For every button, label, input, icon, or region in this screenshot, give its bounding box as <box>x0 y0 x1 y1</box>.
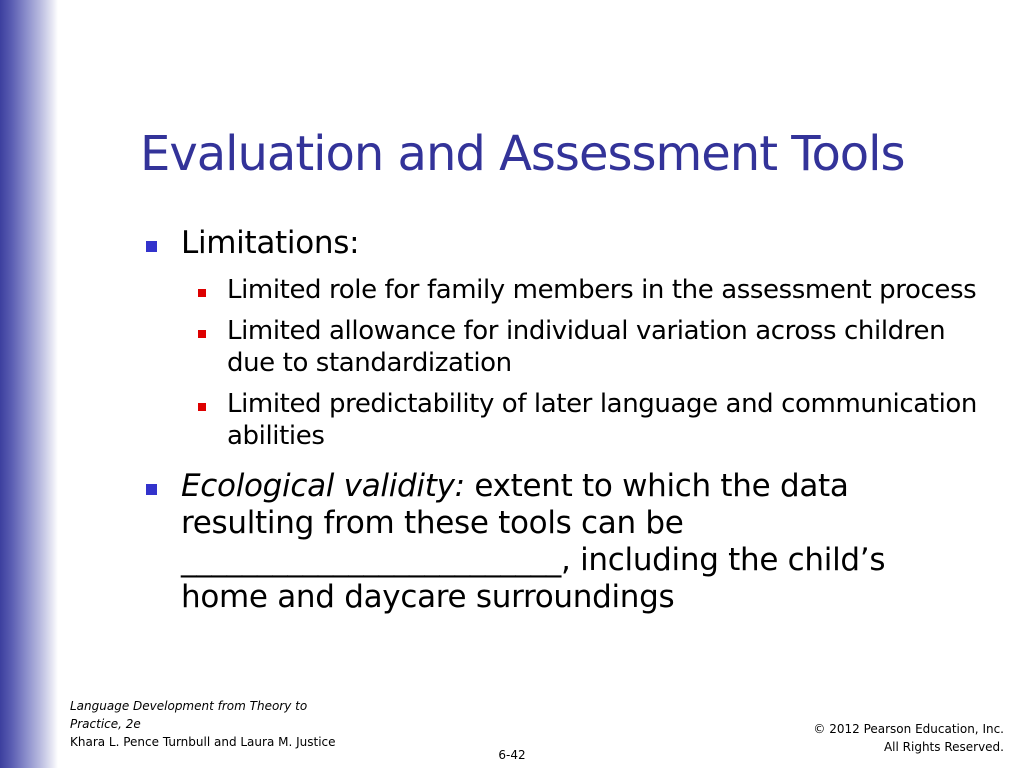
copyright-text: © 2012 Pearson Education, Inc. <box>813 722 1004 736</box>
sub-bullet <box>140 315 1000 379</box>
sub-bullet-text: Limited allowance for individual variation across children due to standardization <box>227 316 946 378</box>
sub-bullet <box>140 274 1000 306</box>
limitations-sublist <box>140 274 1000 452</box>
bullet-limitations <box>140 225 1000 262</box>
page-number: 6-42 <box>498 748 526 762</box>
bullet-ecological-validity <box>140 468 1000 616</box>
term-ecological-validity: Ecological validity: <box>181 468 465 504</box>
left-gradient-bar <box>0 0 58 768</box>
slide-title: Evaluation and Assessment Tools <box>140 126 905 182</box>
slide-content <box>140 225 1000 620</box>
footer-book-info <box>70 697 370 751</box>
book-title-line1: Language Development from Theory to <box>70 699 308 713</box>
ecological-definition: extent to which the data resulting from these tools can be _________________________, including the child’s home and daycare surroundings <box>181 468 886 615</box>
square-bullet-icon <box>146 484 157 495</box>
bullet-text: Limitations: <box>181 225 360 261</box>
sub-bullet-text: Limited role for family members in the assessment process <box>227 275 977 305</box>
sub-bullet-text: Limited predictability of later language and communication abilities <box>227 389 977 451</box>
square-bullet-icon <box>198 289 206 297</box>
book-authors: Khara L. Pence Turnbull and Laura M. Justice <box>70 735 336 749</box>
book-title-line2: Practice, 2e <box>70 717 141 731</box>
sub-bullet <box>140 388 1000 452</box>
rights-text: All Rights Reserved. <box>883 740 1004 754</box>
square-bullet-icon <box>146 241 157 252</box>
square-bullet-icon <box>198 403 206 411</box>
square-bullet-icon <box>198 330 206 338</box>
